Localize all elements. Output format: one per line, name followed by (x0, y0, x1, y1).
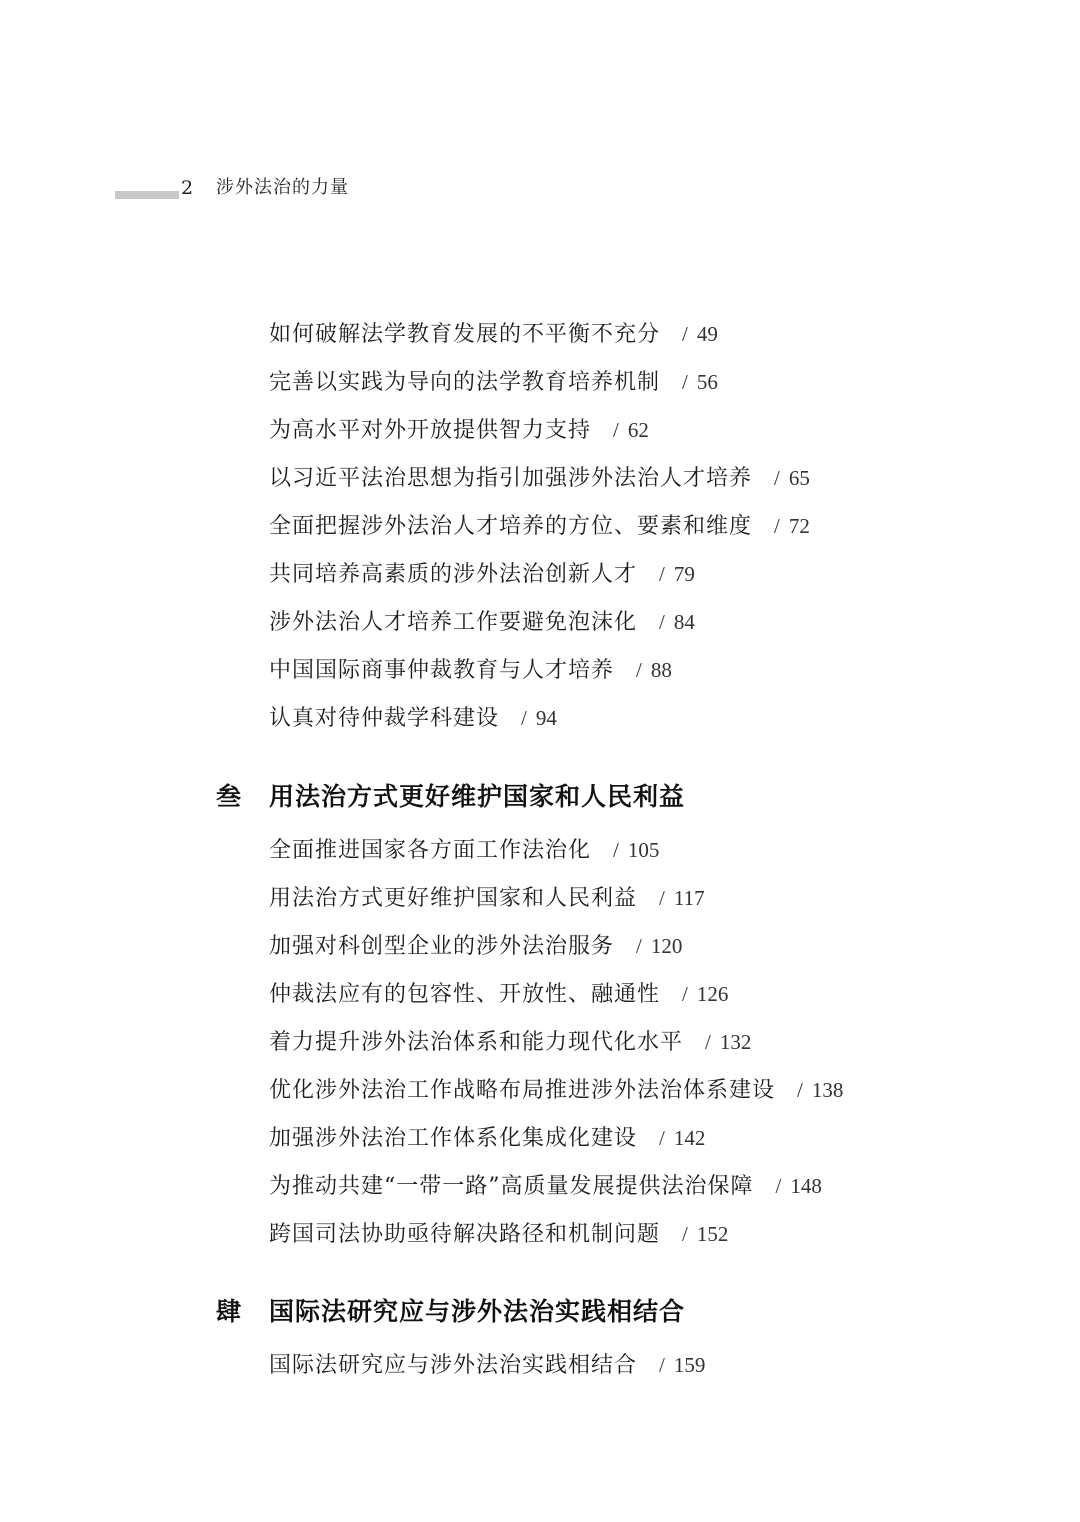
toc-entry[interactable] (269, 462, 810, 494)
toc-entry[interactable] (269, 1218, 728, 1250)
part-title: 用法治方式更好维护国家和人民利益 (269, 782, 686, 811)
part-title: 国际法研究应与涉外法治实践相结合 (269, 1297, 686, 1326)
toc-entry-title: 优化涉外法治工作战略布局推进涉外法治体系建设 (269, 1078, 776, 1103)
running-header (0, 172, 600, 206)
toc-entry-separator: / (682, 982, 689, 1006)
toc-entry-title: 如何破解法学教育发展的不平衡不充分 (269, 322, 661, 347)
toc-entry-separator: / (774, 466, 781, 490)
toc-entry-separator: / (659, 562, 666, 586)
toc-entry-title: 涉外法治人才培养工作要避免泡沫化 (269, 610, 638, 635)
toc-entry[interactable] (269, 702, 557, 734)
toc-entry-title: 加强对科创型企业的涉外法治服务 (269, 934, 615, 959)
toc-entry-page: 62 (627, 418, 649, 442)
header-rule-bar (115, 191, 179, 199)
toc-entry[interactable] (269, 606, 695, 638)
toc-entry[interactable] (269, 654, 672, 686)
toc-entry-title: 为高水平对外开放提供智力支持 (269, 418, 592, 443)
toc-entry[interactable] (269, 834, 659, 866)
toc-entry-separator: / (613, 838, 620, 862)
toc-entry-separator: / (682, 370, 689, 394)
toc-entry-title: 为推动共建“一带一路”高质量发展提供法治保障 (269, 1174, 754, 1199)
toc-entry-title: 加强涉外法治工作体系化集成化建设 (269, 1126, 638, 1151)
toc-entry-page: 117 (673, 886, 705, 910)
toc-entry-page: 120 (650, 934, 683, 958)
toc-entry-title: 国际法研究应与涉外法治实践相结合 (269, 1353, 638, 1378)
toc-entry-page: 72 (788, 514, 810, 538)
toc-entry[interactable] (269, 930, 682, 962)
toc-entry[interactable] (269, 558, 695, 590)
toc-entry-separator: / (636, 658, 643, 682)
part-numeral: 肆 (216, 1297, 242, 1326)
toc-entry-separator: / (659, 1126, 666, 1150)
part-heading-3[interactable] (216, 779, 685, 815)
toc-entry-separator: / (774, 514, 781, 538)
toc-entry-separator: / (775, 1174, 783, 1198)
toc-entry[interactable] (269, 1349, 705, 1381)
toc-entry[interactable] (269, 1122, 705, 1154)
toc-entry-page: 159 (673, 1353, 706, 1377)
toc-entry-page: 49 (696, 322, 718, 346)
toc-entry-page: 65 (788, 466, 810, 490)
toc-entry[interactable] (269, 1026, 751, 1058)
toc-entry-page: 138 (811, 1078, 844, 1102)
toc-entry-page: 56 (696, 370, 718, 394)
book-title: 涉外法治的力量 (216, 177, 349, 198)
toc-entry-title: 中国国际商事仲裁教育与人才培养 (269, 658, 615, 683)
toc-entry-title: 共同培养高素质的涉外法治创新人才 (269, 562, 638, 587)
toc-entry-title: 认真对待仲裁学科建设 (269, 706, 500, 731)
page-number: 2 (181, 177, 194, 199)
toc-entry-page: 148 (790, 1174, 822, 1198)
toc-entry-separator: / (521, 706, 528, 730)
toc-entry[interactable] (269, 510, 810, 542)
toc-entry-title: 全面推进国家各方面工作法治化 (269, 838, 592, 863)
toc-entry-title: 跨国司法协助亟待解决路径和机制问题 (269, 1222, 661, 1247)
toc-entry-page: 132 (719, 1030, 752, 1054)
toc-entry[interactable] (269, 882, 705, 914)
toc-entry-separator: / (659, 610, 666, 634)
toc-entry[interactable] (269, 1170, 822, 1202)
toc-entry-title: 仲裁法应有的包容性、开放性、融通性 (269, 982, 661, 1007)
toc-entry-page: 88 (650, 658, 672, 682)
toc-entry-separator: / (613, 418, 620, 442)
toc-entry-title: 用法治方式更好维护国家和人民利益 (269, 886, 638, 911)
toc-entry-page: 142 (673, 1126, 706, 1150)
toc-entry[interactable] (269, 366, 718, 398)
toc-entry-separator: / (636, 934, 643, 958)
part-numeral: 叁 (216, 782, 242, 811)
toc-entry-separator: / (659, 886, 666, 910)
toc-entry-page: 94 (535, 706, 557, 730)
toc-entry[interactable] (269, 978, 728, 1010)
toc-entry-title: 全面把握涉外法治人才培养的方位、要素和维度 (269, 514, 753, 539)
toc-entry-separator: / (797, 1078, 804, 1102)
toc-entry-page: 126 (696, 982, 729, 1006)
toc-entry-page: 79 (673, 562, 695, 586)
part-heading-4[interactable] (216, 1294, 685, 1330)
toc-entry-separator: / (682, 322, 689, 346)
toc-entry[interactable] (269, 318, 718, 350)
toc-entry-title: 着力提升涉外法治体系和能力现代化水平 (269, 1030, 684, 1055)
toc-entry-page: 152 (696, 1222, 729, 1246)
toc-entry-separator: / (659, 1353, 666, 1377)
toc-entry-title: 以习近平法治思想为指引加强涉外法治人才培养 (269, 466, 753, 491)
toc-entry[interactable] (269, 1074, 843, 1106)
toc-entry-separator: / (705, 1030, 712, 1054)
toc-entry-page: 105 (627, 838, 660, 862)
toc-entry[interactable] (269, 414, 649, 446)
toc-entry-page: 84 (673, 610, 695, 634)
toc-entry-separator: / (682, 1222, 689, 1246)
toc-entry-title: 完善以实践为导向的法学教育培养机制 (269, 370, 661, 395)
